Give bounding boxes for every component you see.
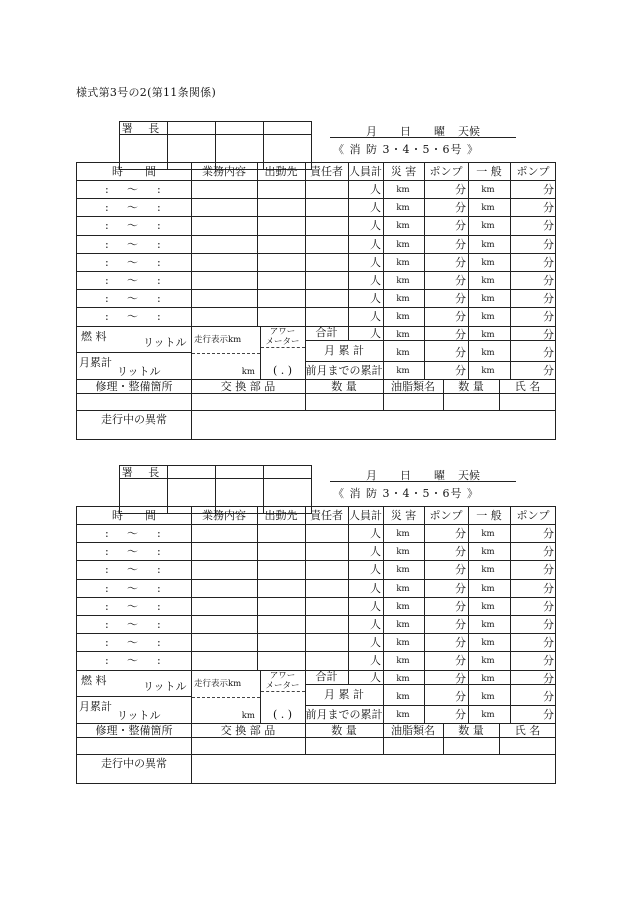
km-unit: km — [481, 709, 495, 720]
weather-label: 天候 — [458, 469, 480, 482]
minute-unit: 分 — [455, 363, 466, 377]
km-unit: km — [396, 638, 410, 649]
time-colon-start: : — [105, 255, 109, 269]
prev-total-label: 前月までの累計 — [305, 707, 383, 721]
km-unit: km — [481, 638, 495, 649]
weekday-label: 曜 — [434, 125, 445, 138]
minute-unit: 分 — [543, 671, 554, 685]
stamp-cell[interactable] — [264, 122, 312, 135]
km-unit: km — [481, 656, 495, 667]
chief-label: 署 長 — [120, 122, 168, 135]
km-unit: km — [481, 547, 495, 558]
minute-unit: 分 — [543, 363, 554, 377]
time-colon-end: : — [157, 183, 161, 196]
log-form — [0, 465, 630, 825]
monthly-liter-unit: リットル — [117, 708, 161, 722]
km-unit: km — [481, 620, 495, 630]
minute-unit: 分 — [455, 689, 466, 703]
km-unit: km — [396, 547, 410, 558]
header-disaster: 災 害 — [390, 509, 417, 522]
time-tilde: 〜 — [127, 255, 138, 269]
time-colon-end: : — [157, 219, 161, 233]
km-unit: km — [396, 565, 410, 576]
minute-unit: 分 — [543, 237, 554, 251]
form-title: 様式第3号の2(第11条関係) — [76, 86, 217, 99]
time-colon-end: : — [157, 636, 161, 650]
time-tilde: 〜 — [127, 654, 138, 668]
time-tilde: 〜 — [127, 618, 138, 631]
time-colon-end: : — [157, 654, 161, 668]
km-unit: km — [396, 365, 410, 376]
day-label: 日 — [400, 469, 411, 482]
person-unit: 人 — [370, 310, 381, 324]
km-unit: km — [396, 221, 410, 232]
month-total-label: 月 累 計 — [324, 687, 364, 701]
time-colon-start: : — [105, 581, 109, 595]
log-grid — [76, 506, 556, 784]
time-tilde: 〜 — [127, 545, 138, 559]
km-unit: km — [481, 365, 495, 376]
person-unit: 人 — [370, 274, 381, 287]
minute-unit: 分 — [455, 327, 466, 341]
minute-unit: 分 — [543, 545, 554, 559]
minute-unit: 分 — [455, 183, 466, 196]
km-unit: km — [481, 691, 495, 702]
km-unit: km — [396, 601, 410, 612]
header-disaster: 災 害 — [390, 165, 417, 178]
total-label: 合計 — [315, 669, 338, 683]
vehicle-numbers: 《 消 防 3・4・5・6号 》 — [333, 487, 479, 500]
km-unit: km — [396, 656, 410, 667]
minute-unit: 分 — [543, 636, 554, 650]
header-time: 時 間 — [112, 509, 156, 522]
time-tilde: 〜 — [127, 237, 138, 251]
header-destination: 出動先 — [264, 509, 298, 522]
header-responsible: 責任者 — [310, 509, 343, 522]
time-colon-start: : — [105, 545, 109, 559]
minute-unit: 分 — [455, 618, 466, 631]
hour-meter-paren: ( . ) — [272, 363, 293, 377]
prev-total-label: 前月までの累計 — [305, 363, 383, 377]
minute-unit: 分 — [455, 636, 466, 650]
time-colon-end: : — [157, 545, 161, 559]
time-colon-start: : — [105, 654, 109, 668]
minute-unit: 分 — [455, 310, 466, 324]
header-responsible: 責任者 — [310, 165, 343, 178]
km-unit: km — [396, 691, 410, 702]
km-unit: km — [481, 529, 495, 539]
total-person-unit: 人 — [370, 326, 381, 340]
km-unit: km — [396, 529, 410, 539]
minute-unit: 分 — [455, 545, 466, 559]
date-weather-line[interactable] — [330, 465, 516, 482]
time-colon-start: : — [105, 527, 109, 540]
time-tilde: 〜 — [127, 636, 138, 650]
time-colon-end: : — [157, 201, 161, 215]
minute-unit: 分 — [543, 183, 554, 196]
time-colon-start: : — [105, 201, 109, 215]
total-label: 合計 — [315, 325, 338, 339]
time-colon-start: : — [105, 599, 109, 613]
person-unit: 人 — [370, 654, 381, 668]
person-unit: 人 — [370, 599, 381, 613]
name-label: 氏 名 — [514, 379, 541, 393]
quantity2-label: 数 量 — [458, 723, 484, 737]
km-unit: km — [396, 329, 410, 340]
person-unit: 人 — [370, 581, 381, 595]
header-duty: 業務内容 — [202, 165, 246, 178]
person-unit: 人 — [370, 636, 381, 650]
quantity-label: 数 量 — [331, 379, 357, 393]
time-colon-start: : — [105, 636, 109, 650]
minute-unit: 分 — [543, 599, 554, 613]
hour-meter-label: アワー メーター — [265, 670, 300, 691]
minute-unit: 分 — [455, 255, 466, 269]
month-total-label: 月 累 計 — [324, 343, 364, 357]
minute-unit: 分 — [543, 255, 554, 269]
repair-label: 修理・整備箇所 — [95, 379, 173, 393]
exchange-parts-label: 交 換 部 品 — [220, 379, 276, 393]
minute-unit: 分 — [543, 327, 554, 341]
person-unit: 人 — [370, 219, 381, 233]
km-unit: km — [396, 294, 410, 305]
stamp-cell[interactable] — [216, 122, 264, 135]
exchange-parts-label: 交 換 部 品 — [220, 723, 276, 737]
time-colon-end: : — [157, 237, 161, 251]
minute-unit: 分 — [543, 689, 554, 703]
km-unit: km — [481, 276, 495, 286]
person-unit: 人 — [370, 563, 381, 577]
month-label: 月 — [366, 125, 377, 138]
time-tilde: 〜 — [127, 292, 138, 306]
minute-unit: 分 — [455, 707, 466, 721]
minute-unit: 分 — [543, 563, 554, 577]
km-unit: km — [396, 185, 410, 195]
header-pump2: ポンプ — [516, 509, 550, 522]
monthly-liter-unit: リットル — [117, 364, 161, 378]
minute-unit: 分 — [455, 527, 466, 540]
header-general: 一 般 — [476, 509, 502, 522]
km-unit: km — [396, 673, 410, 684]
log-grid — [76, 162, 556, 440]
person-unit: 人 — [370, 545, 381, 559]
odometer-label: 走行表示km — [194, 678, 242, 689]
header-pump2: ポンプ — [516, 165, 550, 178]
km-unit: km — [481, 239, 495, 250]
km-unit: km — [396, 203, 410, 214]
time-tilde: 〜 — [127, 274, 138, 287]
odometer-label: 走行表示km — [194, 334, 242, 345]
person-unit: 人 — [370, 255, 381, 269]
date-weather-line[interactable] — [330, 121, 516, 138]
time-colon-start: : — [105, 292, 109, 306]
time-colon-end: : — [157, 581, 161, 595]
km-unit: km — [481, 257, 495, 268]
km-unit: km — [396, 276, 410, 286]
km-unit: km — [396, 583, 410, 594]
time-tilde: 〜 — [127, 599, 138, 613]
minute-unit: 分 — [543, 581, 554, 595]
km-unit: km — [481, 565, 495, 576]
oil-type-label: 油脂類名 — [391, 723, 435, 737]
km-unit: km — [396, 709, 410, 720]
repair-label: 修理・整備箇所 — [95, 723, 173, 737]
monthly-label: 月累計 — [79, 699, 112, 713]
minute-unit: 分 — [543, 707, 554, 721]
header-time: 時 間 — [112, 165, 156, 178]
chief-label: 署 長 — [120, 466, 168, 479]
minute-unit: 分 — [455, 201, 466, 215]
minute-unit: 分 — [455, 599, 466, 613]
minute-unit: 分 — [455, 219, 466, 233]
header-pump: ポンプ — [429, 509, 463, 522]
fuel-label: 燃 料 — [81, 329, 107, 343]
month-label: 月 — [366, 469, 377, 482]
minute-unit: 分 — [455, 581, 466, 595]
minute-unit: 分 — [543, 219, 554, 233]
km-unit: km — [481, 312, 495, 323]
header-persons-total: 人員計 — [349, 509, 382, 522]
vehicle-numbers: 《 消 防 3・4・5・6号 》 — [333, 143, 479, 156]
time-tilde: 〜 — [127, 581, 138, 595]
minute-unit: 分 — [455, 292, 466, 306]
km-unit: km — [396, 239, 410, 250]
time-colon-end: : — [157, 618, 161, 631]
minute-unit: 分 — [455, 345, 466, 359]
quantity2-label: 数 量 — [458, 379, 484, 393]
oil-type-label: 油脂類名 — [391, 379, 435, 393]
time-colon-end: : — [157, 599, 161, 613]
minute-unit: 分 — [455, 654, 466, 668]
hour-meter-label: アワー メーター — [265, 326, 300, 347]
quantity-label: 数 量 — [331, 723, 357, 737]
time-colon-start: : — [105, 618, 109, 631]
km-unit: km — [481, 203, 495, 214]
time-colon-start: : — [105, 310, 109, 324]
time-colon-end: : — [157, 527, 161, 540]
time-colon-end: : — [157, 292, 161, 306]
km-unit: km — [481, 221, 495, 232]
minute-unit: 分 — [455, 274, 466, 287]
person-unit: 人 — [370, 527, 381, 540]
header-destination: 出動先 — [264, 165, 298, 178]
km-unit: km — [396, 347, 410, 358]
time-colon-start: : — [105, 237, 109, 251]
header-persons-total: 人員計 — [349, 165, 382, 178]
time-tilde: 〜 — [127, 201, 138, 215]
km-unit: km — [481, 294, 495, 305]
fuel-liter-unit: リットル — [143, 679, 187, 693]
stamp-cell[interactable] — [168, 466, 216, 479]
km-unit: km — [481, 601, 495, 612]
stamp-cell[interactable] — [168, 122, 216, 135]
person-unit: 人 — [370, 201, 381, 215]
km-unit: km — [481, 347, 495, 358]
hour-meter-paren: ( . ) — [272, 707, 293, 721]
km-unit: km — [396, 312, 410, 323]
time-tilde: 〜 — [127, 183, 138, 196]
minute-unit: 分 — [455, 671, 466, 685]
person-unit: 人 — [370, 618, 381, 631]
time-colon-end: : — [157, 563, 161, 577]
km-unit: km — [481, 185, 495, 195]
minute-unit: 分 — [543, 618, 554, 631]
weather-label: 天候 — [458, 125, 480, 138]
km-unit: km — [396, 257, 410, 268]
stamp-cell[interactable] — [264, 466, 312, 479]
time-tilde: 〜 — [127, 219, 138, 233]
time-colon-start: : — [105, 274, 109, 287]
header-pump: ポンプ — [429, 165, 463, 178]
monthly-label: 月累計 — [79, 355, 112, 369]
km-unit: km — [481, 583, 495, 594]
person-unit: 人 — [370, 292, 381, 306]
time-tilde: 〜 — [127, 563, 138, 577]
minute-unit: 分 — [543, 292, 554, 306]
minute-unit: 分 — [543, 527, 554, 540]
km-unit: km — [481, 329, 495, 340]
person-unit: 人 — [370, 183, 381, 196]
minute-unit: 分 — [543, 654, 554, 668]
time-colon-start: : — [105, 183, 109, 196]
fuel-liter-unit: リットル — [143, 335, 187, 349]
name-label: 氏 名 — [514, 723, 541, 737]
time-tilde: 〜 — [127, 310, 138, 324]
anomaly-label: 走行中の異常 — [101, 412, 167, 426]
fuel-label: 燃 料 — [81, 673, 107, 687]
odometer-km-unit: km — [241, 710, 255, 721]
total-person-unit: 人 — [370, 670, 381, 684]
header-general: 一 般 — [476, 165, 502, 178]
km-unit: km — [481, 673, 495, 684]
time-colon-start: : — [105, 219, 109, 233]
time-tilde: 〜 — [127, 527, 138, 540]
km-unit: km — [396, 620, 410, 630]
minute-unit: 分 — [543, 274, 554, 287]
minute-unit: 分 — [455, 237, 466, 251]
person-unit: 人 — [370, 237, 381, 251]
weekday-label: 曜 — [434, 469, 445, 482]
day-label: 日 — [400, 125, 411, 138]
anomaly-label: 走行中の異常 — [101, 756, 167, 770]
log-form — [0, 121, 630, 481]
minute-unit: 分 — [455, 563, 466, 577]
time-colon-start: : — [105, 563, 109, 577]
header-duty: 業務内容 — [202, 509, 246, 522]
odometer-km-unit: km — [241, 366, 255, 377]
time-colon-end: : — [157, 274, 161, 287]
minute-unit: 分 — [543, 201, 554, 215]
time-colon-end: : — [157, 310, 161, 324]
minute-unit: 分 — [543, 310, 554, 324]
time-colon-end: : — [157, 255, 161, 269]
stamp-cell[interactable] — [216, 466, 264, 479]
minute-unit: 分 — [543, 345, 554, 359]
